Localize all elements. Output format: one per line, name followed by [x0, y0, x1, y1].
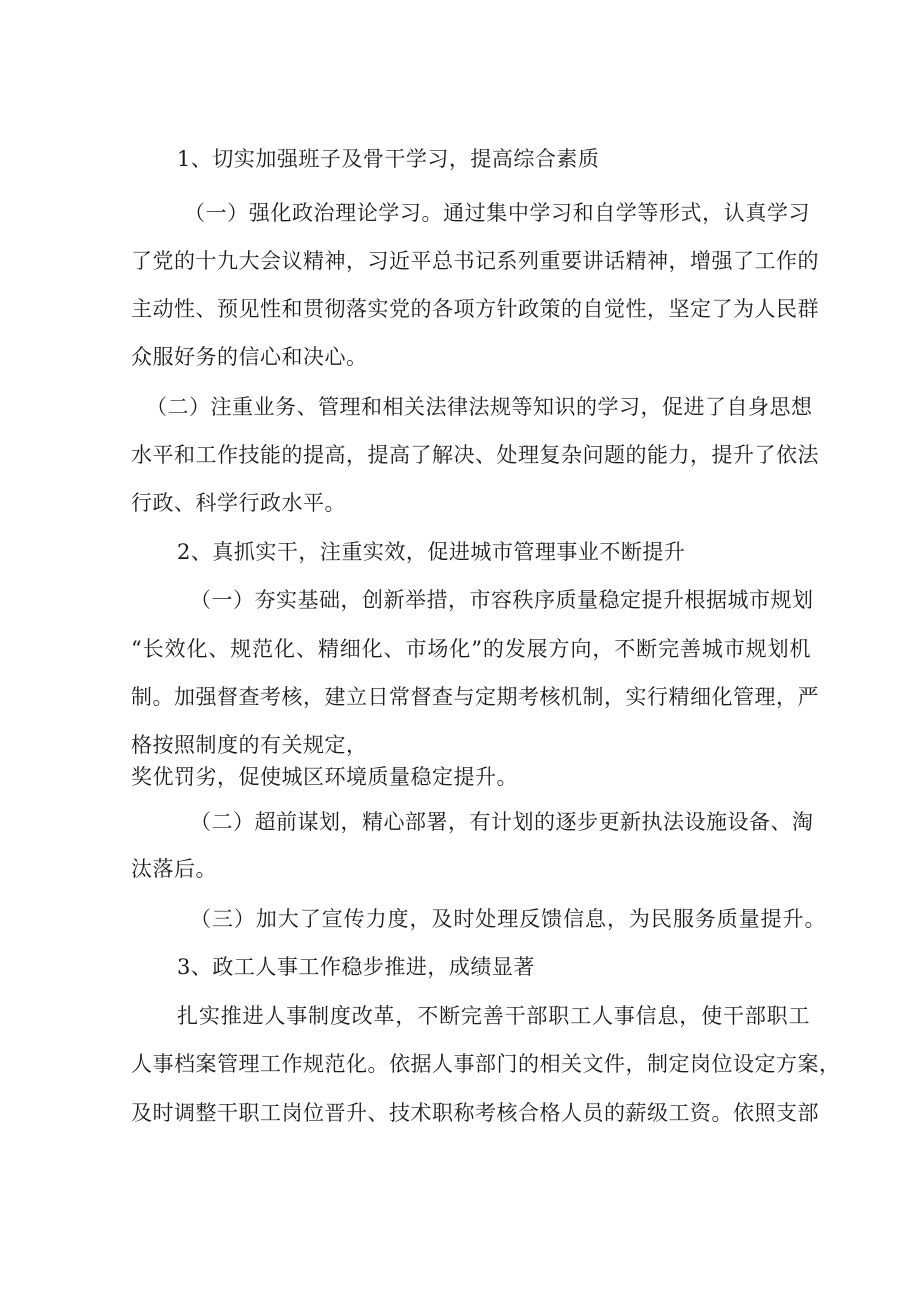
paragraph-line: （三）加大了宣传力度，及时处理反馈信息，为民服务质量提升。 — [190, 907, 826, 931]
paragraph-line: 奖优罚劣，促使城区环境质量稳定提升。 — [131, 765, 518, 789]
paragraph-line: 人事档案管理工作规范化。依据人事部门的相关文件，制定岗位设定方案， — [131, 1052, 841, 1076]
paragraph-line: 众服好务的信心和决心。 — [131, 345, 368, 369]
paragraph-line: 汰落后。 — [131, 857, 217, 881]
paragraph-line: 扎实推进人事制度改革，不断完善干部职工人事信息，使干部职工 — [177, 1004, 810, 1028]
paragraph-line: 了党的十九大会议精神，习近平总书记系列重要讲话精神，增强了工作的 — [131, 249, 819, 273]
paragraph-line: 制。加强督查考核，建立日常督查与定期考核机制，实行精细化管理，严 — [131, 685, 819, 709]
paragraph-line: 水平和工作技能的提高，提高了解决、处理复杂问题的能力，提升了依法 — [131, 443, 819, 467]
heading-1: 1、切实加强班子及骨干学习，提高综合素质 — [177, 147, 600, 171]
paragraph-line: “长效化、规范化、精细化、市场化”的发展方向，不断完善城市规划机 — [131, 637, 811, 661]
paragraph-line: （二）注重业务、管理和相关法律法规等知识的学习，促进了自身思想 — [146, 395, 813, 419]
paragraph-line: 格按照制度的有关规定， — [131, 733, 368, 757]
paragraph-line: （一）强化政治理论学习。通过集中学习和自学等形式，认真学习 — [184, 201, 810, 225]
paragraph-line: （二）超前谋划，精心部署，有计划的逐步更新执法设施设备、淘 — [190, 810, 814, 834]
heading-3: 3、政工人事工作稳步推进，成绩显著 — [177, 955, 535, 979]
paragraph-line: 主动性、预见性和贯彻落实党的各项方针政策的自觉性，坚定了为人民群 — [131, 297, 819, 321]
heading-2: 2、真抓实干，注重实效，促进城市管理事业不断提升 — [177, 540, 686, 564]
paragraph-line: （一）夯实基础，创新举措，市容秩序质量稳定提升根据城市规划 — [190, 588, 814, 612]
paragraph-line: 行政、科学行政水平。 — [131, 491, 346, 515]
paragraph-line: 及时调整干职工岗位晋升、技术职称考核合格人员的薪级工资。依照支部 — [131, 1101, 819, 1125]
